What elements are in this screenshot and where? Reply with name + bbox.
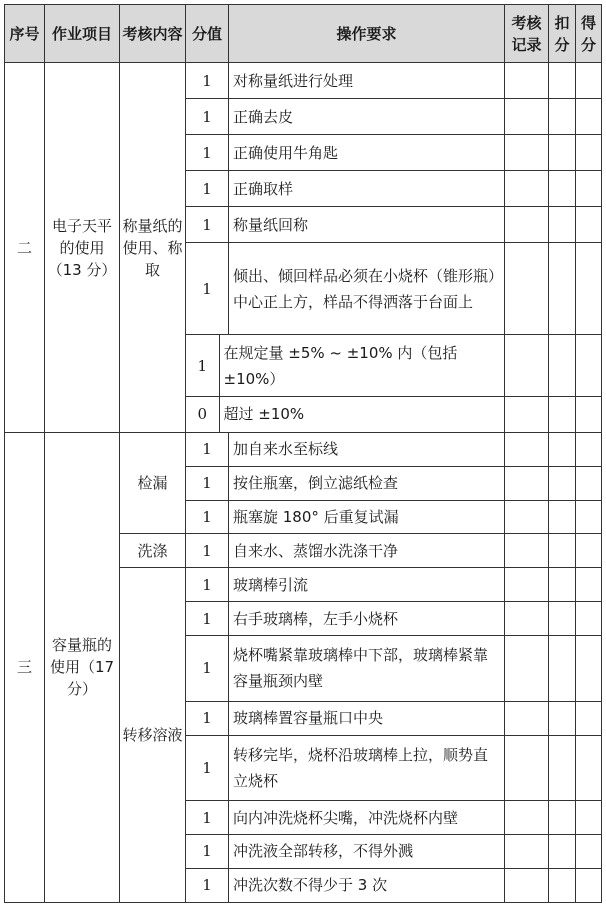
requirement-cell: 倾出、倾回样品必须在小烧杯（锥形瓶）中心正上方，样品不得洒落于台面上: [229, 243, 505, 335]
deduct-cell: [549, 207, 576, 243]
requirement-cell: 按住瓶塞，倒立滤纸检查: [229, 466, 505, 500]
deduct-cell: [549, 466, 576, 500]
score-cell: 1: [186, 835, 229, 869]
score-cell: 1: [186, 171, 229, 207]
header-record: 考核记录: [505, 5, 549, 63]
record-cell: [505, 868, 549, 902]
score-cell: 1: [186, 534, 229, 568]
deduct-cell: [549, 135, 576, 171]
requirement-cell: 加自来水至标线: [229, 432, 505, 466]
get-cell: [576, 466, 602, 500]
get-cell: [576, 568, 602, 602]
deduct-cell: [549, 534, 576, 568]
requirement-cell: 瓶塞旋 180° 后重复试漏: [229, 500, 505, 534]
deduct-cell: [549, 243, 576, 335]
record-cell: [505, 602, 549, 636]
record-cell: [505, 207, 549, 243]
deduct-cell: [549, 171, 576, 207]
record-cell: [505, 135, 549, 171]
get-cell: [576, 534, 602, 568]
section-seq: 二: [5, 63, 45, 432]
score-cell: 1: [186, 568, 229, 602]
requirement-cell: 冲洗次数不得少于 3 次: [229, 868, 505, 902]
get-cell: [576, 701, 602, 735]
score-cell: 1: [186, 801, 229, 835]
requirement-cell: 向内冲洗烧杯尖嘴，冲洗烧杯内壁: [229, 801, 505, 835]
sub-requirement-cell: 在规定量 ±5% ~ ±10% 内（包括 ±10%）: [223, 343, 458, 388]
deduct-cell: [549, 868, 576, 902]
table-row: [5, 63, 602, 99]
header-seq: 序号: [5, 5, 45, 63]
record-cell: [505, 500, 549, 534]
header-content: 考核内容: [120, 5, 186, 63]
sub-row: [186, 397, 504, 432]
score-cell: 1: [186, 63, 229, 99]
requirement-cell: 转移完毕，烧杯沿玻璃棒上拉，顺势直立烧杯: [229, 735, 505, 801]
requirement-cell: 自来水、蒸馏水洗涤干净: [229, 534, 505, 568]
requirement-cell: 称量纸回称: [229, 207, 505, 243]
record-cell: [505, 534, 549, 568]
record-cell: [505, 171, 549, 207]
header-requirement: 操作要求: [229, 5, 505, 63]
requirement-cell: 玻璃棒置容量瓶口中央: [229, 701, 505, 735]
requirement-cell: 正确去皮: [229, 99, 505, 135]
score-cell: 1: [186, 602, 229, 636]
deduct-cell: [549, 602, 576, 636]
sub-score-cell: 1: [186, 335, 219, 396]
get-cell: [576, 835, 602, 869]
score-cell: 1: [186, 135, 229, 171]
group-content: 转移溶液: [120, 568, 186, 903]
deduct-cell: [549, 63, 576, 99]
get-cell: [576, 636, 602, 702]
record-cell: [505, 466, 549, 500]
record-cell: [505, 636, 549, 702]
get-cell: [576, 135, 602, 171]
header-item: 作业项目: [45, 5, 120, 63]
requirement-cell: 冲洗液全部转移，不得外溅: [229, 835, 505, 869]
record-cell: [505, 63, 549, 99]
sub-row-cell: [186, 335, 505, 397]
requirement-cell: 右手玻璃棒，左手小烧杯: [229, 602, 505, 636]
sub-row-cell: [186, 396, 505, 432]
table-row: [5, 432, 602, 466]
section-content: 称量纸的使用、称取: [120, 63, 186, 432]
get-cell: [576, 801, 602, 835]
sub-row: [186, 335, 504, 396]
get-cell: [576, 63, 602, 99]
record-cell: [505, 835, 549, 869]
deduct-cell: [549, 99, 576, 135]
section-item: 容量瓶的使用（17 分）: [45, 432, 120, 902]
deduct-cell: [549, 335, 576, 397]
deduct-cell: [549, 396, 576, 432]
header-deduct: 扣分: [549, 5, 576, 63]
group-content: 检漏: [120, 432, 186, 534]
score-cell: 1: [186, 466, 229, 500]
get-cell: [576, 171, 602, 207]
deduct-cell: [549, 801, 576, 835]
sub-requirement-cell: 超过 ±10%: [223, 405, 305, 424]
score-cell: 1: [186, 500, 229, 534]
section-seq: 三: [5, 432, 45, 902]
record-cell: [505, 701, 549, 735]
score-cell: 1: [186, 207, 229, 243]
section-item: 电子天平的使用（13 分）: [45, 63, 120, 432]
score-cell: 1: [186, 868, 229, 902]
header-score: 分值: [186, 5, 229, 63]
get-cell: [576, 500, 602, 534]
deduct-cell: [549, 568, 576, 602]
sub-score-cell: 0: [186, 397, 219, 432]
requirement-cell: 烧杯嘴紧靠玻璃棒中下部，玻璃棒紧靠容量瓶颈内壁: [229, 636, 505, 702]
record-cell: [505, 568, 549, 602]
deduct-cell: [549, 636, 576, 702]
get-cell: [576, 396, 602, 432]
requirement-cell: 正确取样: [229, 171, 505, 207]
deduct-cell: [549, 500, 576, 534]
score-cell: 1: [186, 432, 229, 466]
get-cell: [576, 335, 602, 397]
record-cell: [505, 801, 549, 835]
deduct-cell: [549, 835, 576, 869]
get-cell: [576, 868, 602, 902]
record-cell: [505, 99, 549, 135]
header-row: [5, 5, 602, 63]
get-cell: [576, 243, 602, 335]
requirement-cell: 玻璃棒引流: [229, 568, 505, 602]
score-cell: 1: [186, 735, 229, 801]
requirement-cell: 对称量纸进行处理: [229, 63, 505, 99]
score-cell: 1: [186, 636, 229, 702]
get-cell: [576, 99, 602, 135]
score-cell: 1: [186, 243, 229, 335]
deduct-cell: [549, 701, 576, 735]
header-get: 得分: [576, 5, 602, 63]
record-cell: [505, 432, 549, 466]
get-cell: [576, 207, 602, 243]
deduct-cell: [549, 735, 576, 801]
record-cell: [505, 243, 549, 335]
deduct-cell: [549, 432, 576, 466]
record-cell: [505, 735, 549, 801]
scoring-table: [4, 4, 602, 903]
get-cell: [576, 602, 602, 636]
record-cell: [505, 335, 549, 397]
score-cell: 1: [186, 99, 229, 135]
get-cell: [576, 735, 602, 801]
group-content: 洗涤: [120, 534, 186, 568]
score-cell: 1: [186, 701, 229, 735]
requirement-cell: 正确使用牛角匙: [229, 135, 505, 171]
get-cell: [576, 432, 602, 466]
record-cell: [505, 396, 549, 432]
